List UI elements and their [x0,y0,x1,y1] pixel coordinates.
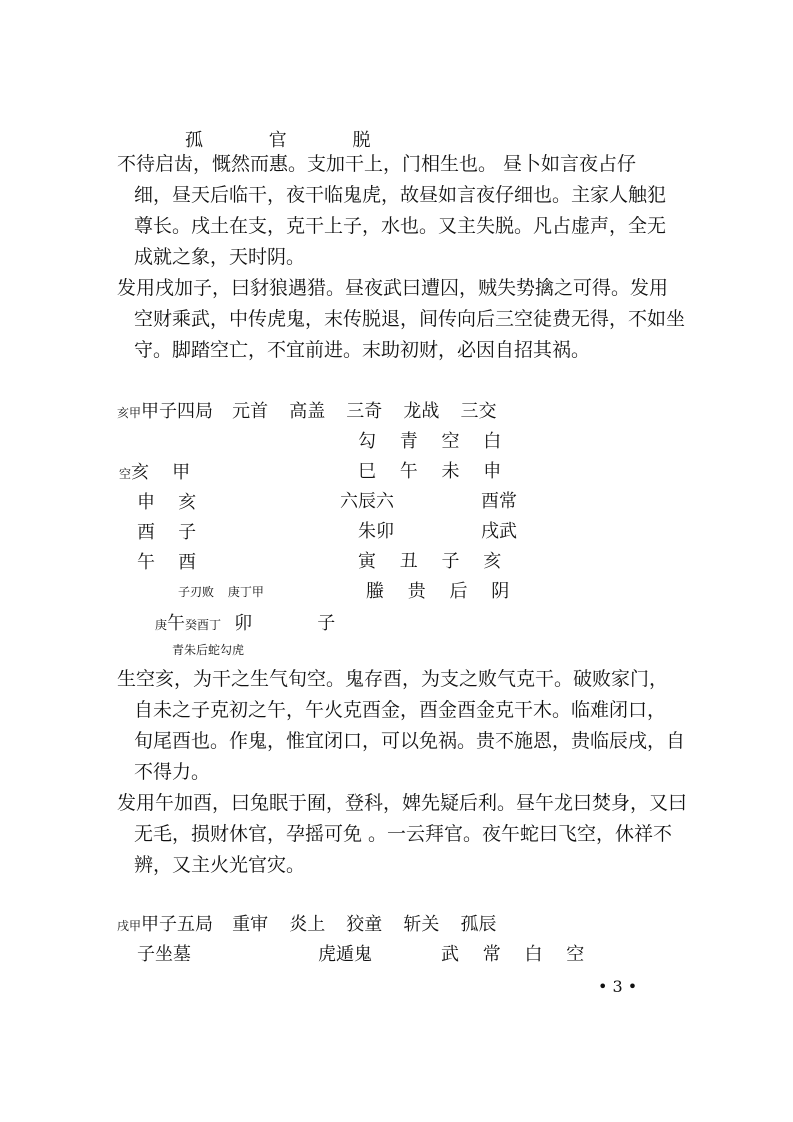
plate-row [358,457,501,483]
text-line: 空财乘武，中传虎鬼，末传脱退，间传向后三空徒费无得，不如坐 [134,308,686,330]
header-term: 元首 [232,401,269,422]
chuan-stem: 酉 [178,552,197,573]
header-term: 孤辰 [460,914,497,935]
header-tag: 戌甲 [117,919,142,933]
chuan-branch: 午 [137,552,155,573]
ke-tag: 癸酉丁 [185,618,222,632]
chuan-stem: 甲 [172,462,191,483]
plate-cell: 巳 [358,461,376,482]
plate-row [137,940,191,966]
plate-cell: 贵 [407,581,426,602]
text-line: 尊长。戌土在支，克干上子，水也。又主失脱。凡占虚声，全无 [134,215,667,237]
plate-cell: 未 [441,461,460,482]
plate-cell: 丑 [399,551,418,572]
plate-cell: 午 [399,461,418,482]
chuan-branch: 亥 [131,462,150,483]
header-tag: 亥甲 [117,406,142,420]
plate-cell: 空 [566,944,585,965]
plate-cell: 武 [441,944,459,965]
ke-cell: 子 [317,613,336,634]
chuan-tag: 空 [119,467,132,481]
small-note-text: 庚丁甲 [227,585,264,599]
chuan-branch: 酉 [137,522,155,543]
text-line: 不待启齿，慨然而惠。支加干上，门相生也。 昼卜如言夜占仔 [117,153,637,175]
text-line: 自未之子克初之午，午火克酉金，酉金酉金克干木。临难闭口， [134,699,667,721]
plate-cell: 空 [441,431,460,452]
header-term: 斩关 [403,914,440,935]
plate-cell: 螣 [366,581,384,602]
plate-row [340,487,394,513]
title-char: 脱 [352,130,371,151]
plate-cell: 常 [482,944,501,965]
text-line: 成就之象，天时阴。 [134,246,306,268]
header-term: 狡童 [346,914,383,935]
text-line: 守。脚踏空亡，不宜前进。末助初财，必因自招其祸。 [134,339,591,361]
text-line: 旬尾酉也。作鬼，惟宜闭口，可以免祸。贵不施恩，贵临辰戌，自 [134,730,686,752]
text-line: 细，昼天后临干，夜干临鬼虎，故昼如言夜仔细也。主家人触犯 [134,184,667,206]
paragraph [117,149,697,273]
plate-cell: 子坐墓 [137,944,191,965]
chuan-row [137,518,196,544]
title-char: 官 [268,130,287,151]
small-note [172,641,244,658]
plate-cell: 后 [449,581,468,602]
chuan-stem: 子 [178,522,197,543]
plate-row [441,940,584,966]
paragraph [117,788,697,881]
plate-cell: 青 [399,431,418,452]
paragraph [117,664,697,788]
small-note-text: 子刃败 [178,585,215,599]
plate-row [358,547,501,573]
section-header [117,910,496,936]
text-line: 不得力。 [134,761,211,783]
header-term: 高盖 [289,401,326,422]
plate-cell: 朱卯 [358,521,394,542]
text-line: 生空亥，为干之生气旬空。鬼存酉，为支之败气克干。破败家门， [117,668,669,690]
ke-row [155,609,335,635]
plate-row [481,487,517,513]
plate-row [366,577,509,603]
plate-cell: 寅 [358,551,376,572]
header-title: 甲子四局 [141,401,214,422]
plate-cell: 勾 [358,431,376,452]
header-term: 三交 [460,401,497,422]
plate-cell: 六辰六 [340,491,394,512]
header-term: 炎上 [289,914,326,935]
plate-cell: 子 [441,551,460,572]
small-note-text: 青朱后蛇勾虎 [172,643,245,657]
chuan-branch: 申 [137,492,155,513]
header-term: 龙战 [403,401,440,422]
text-line: 无毛，损财休官，孕摇可免 。一云拜官。夜午蛇曰飞空，休祥不 [134,823,673,845]
plate-row [318,940,372,966]
plate-cell: 虎遁鬼 [318,944,372,965]
chuan-stem: 亥 [178,492,197,513]
text-line: 辨，又主火光官灾。 [134,854,306,876]
ke-cell: 午 [167,613,186,634]
chuan-row [137,488,196,514]
ke-cell: 卯 [234,613,253,634]
plate-row [358,427,501,453]
plate-cell: 申 [483,461,502,482]
header-term: 重审 [232,914,269,935]
plate-row [481,517,517,543]
text-line: 发用午加酉，曰兔眠于囿，登科，婢先疑后利。昼午龙曰焚身，又曰 [117,792,688,814]
plate-row [358,517,394,543]
header-term: 三奇 [346,401,383,422]
text-line: 发用戌加子，曰豺狼遇猎。昼夜武曰遭囚，贼失势擒之可得。发用 [117,277,669,299]
chuan-row [137,548,196,574]
plate-cell: 白 [524,944,543,965]
title-char: 孤 [185,130,203,151]
chuan-row [119,458,190,484]
plate-cell: 阴 [491,581,510,602]
section-header [117,397,496,423]
paragraph [117,273,697,366]
plate-cell: 亥 [483,551,502,572]
plate-cell: 戌武 [481,521,517,542]
ke-tag: 庚 [155,618,168,632]
plate-cell: 酉常 [481,491,517,512]
plate-cell: 白 [483,431,502,452]
small-note [178,583,264,600]
page-number: • 3 • [598,977,638,996]
header-title: 甲子五局 [141,914,214,935]
